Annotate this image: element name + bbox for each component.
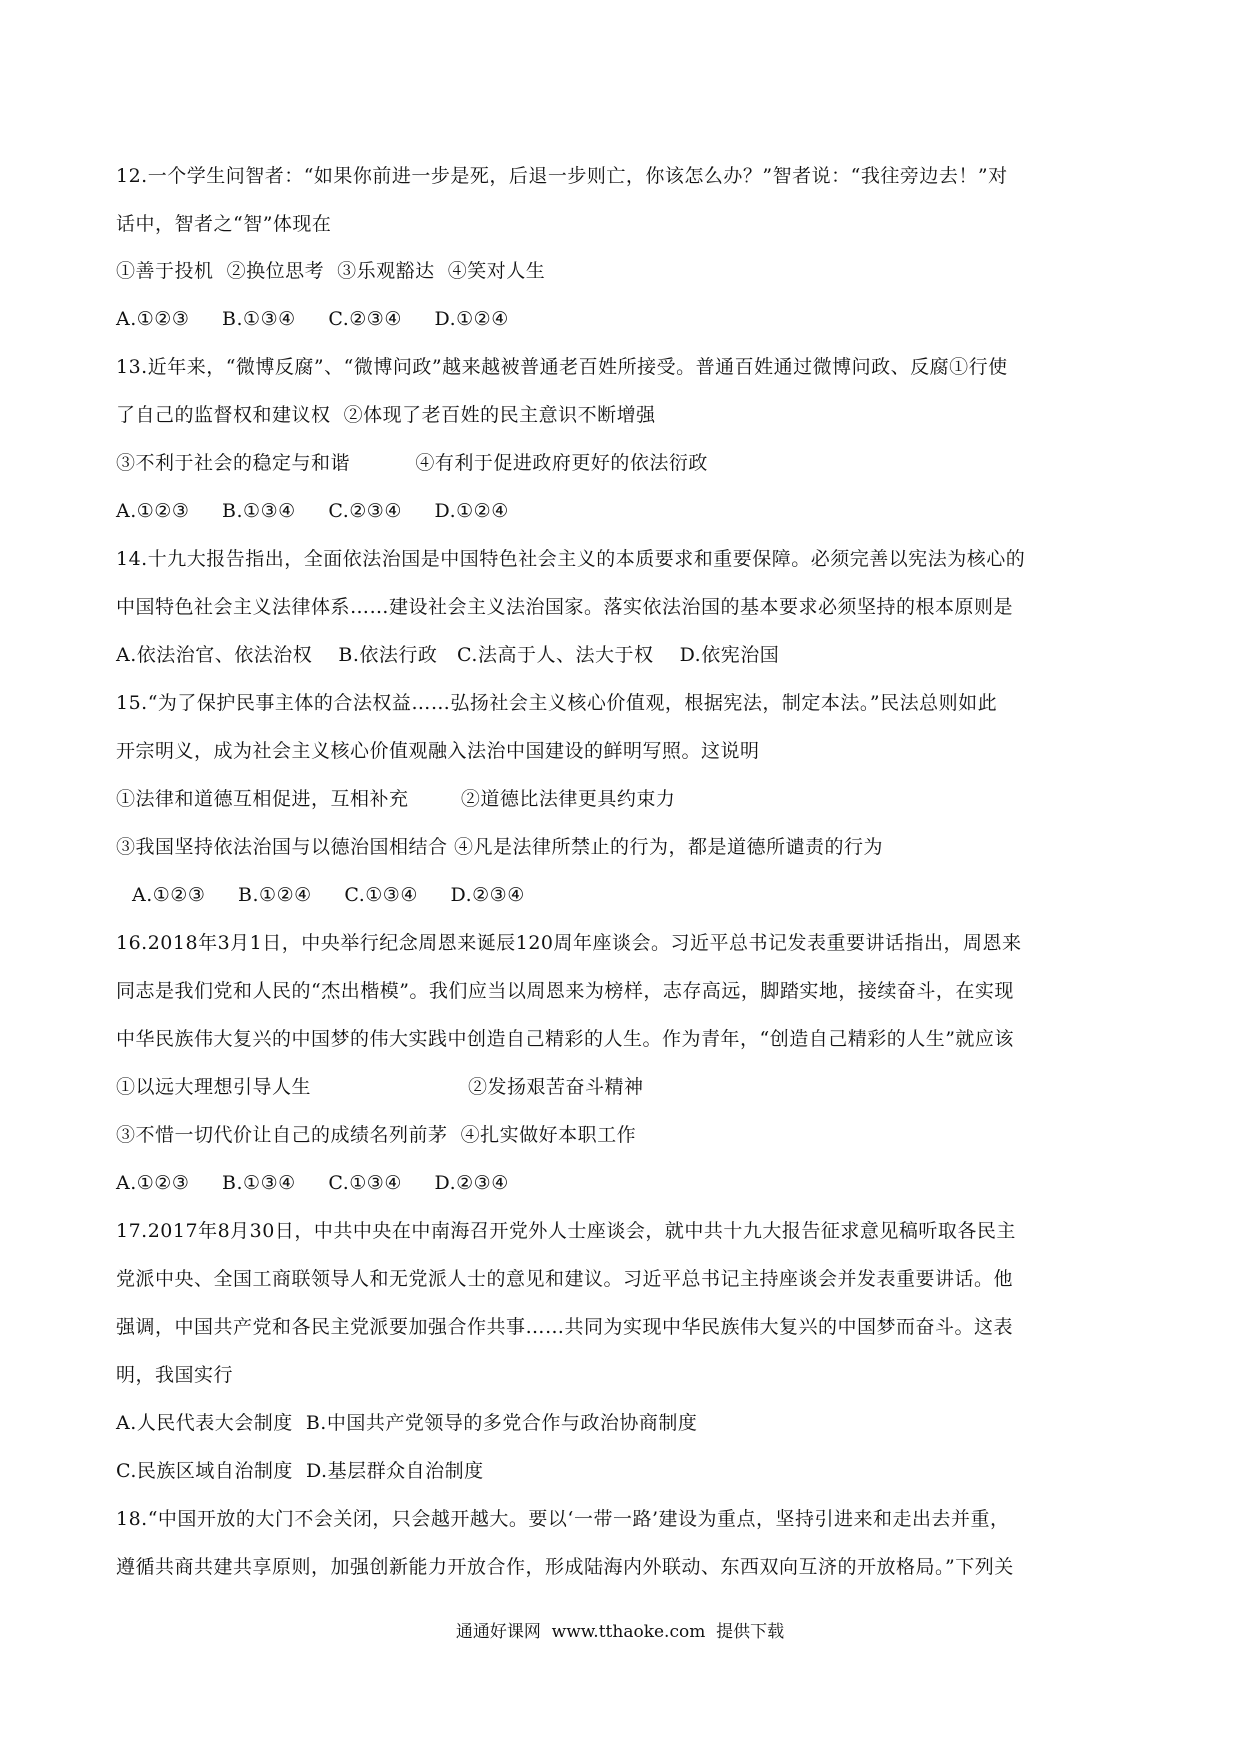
q13-statements: ③不利于社会的稳定与和谐 ④有利于促进政府更好的依法衍政 bbox=[116, 452, 708, 474]
q12-stem-line-2: 话中，智者之“智”体现在 bbox=[116, 213, 332, 235]
q13-options: A.①②③ B.①③④ C.②③④ D.①②④ bbox=[116, 500, 509, 522]
q15-stem-line-1: 15.“为了保护民事主体的合法权益……弘扬社会主义核心价值观，根据宪法，制定本法。”民法总则如此 bbox=[116, 692, 998, 714]
q16-options: A.①②③ B.①③④ C.①③④ D.②③④ bbox=[116, 1172, 509, 1194]
q17-stem-line-1: 17.2017年8月30日，中共中央在中南海召开党外人士座谈会，就中共十九大报告征求意见稿听取各民主 bbox=[116, 1220, 1016, 1242]
q14-stem-line-1: 14.十九大报告指出，全面依法治国是中国特色社会主义的本质要求和重要保障。必须完善以宪法为核心的 bbox=[116, 548, 1026, 570]
q12-options: A.①②③ B.①③④ C.②③④ D.①②④ bbox=[116, 308, 509, 330]
q15-statements-1: ①法律和道德互相促进，互相补充 ②道德比法律更具约束力 bbox=[116, 788, 676, 810]
q14-stem-line-2: 中国特色社会主义法律体系……建设社会主义法治国家。落实依法治国的基本要求必须坚持的根本原则是 bbox=[116, 596, 1014, 618]
q18-stem-line-2: 遵循共商共建共享原则，加强创新能力开放合作，形成陆海内外联动、东西双向互济的开放格局。”下列关 bbox=[116, 1556, 1014, 1578]
q17-stem-line-4: 明，我国实行 bbox=[116, 1364, 234, 1386]
q15-options: A.①②③ B.①②④ C.①③④ D.②③④ bbox=[132, 884, 525, 906]
q15-stem-line-2: 开宗明义，成为社会主义核心价值观融入法治中国建设的鲜明写照。这说明 bbox=[116, 740, 760, 762]
q18-stem-line-1: 18.“中国开放的大门不会关闭，只会越开越大。要以‘一带一路’建设为重点，坚持引进来和走出去并重， bbox=[116, 1508, 1010, 1530]
q17-options-2: C.民族区域自治制度 D.基层群众自治制度 bbox=[116, 1460, 484, 1482]
q16-stem-line-1: 16.2018年3月1日，中央举行纪念周恩来诞辰120周年座谈会。习近平总书记发表重要讲话指出，周恩来 bbox=[116, 932, 1022, 954]
q16-statements-1: ①以远大理想引导人生 ②发扬艰苦奋斗精神 bbox=[116, 1076, 644, 1098]
q12-stem-line-1: 12.一个学生问智者：“如果你前进一步是死，后退一步则亡，你该怎么办？”智者说：“我往旁边去！”对 bbox=[116, 165, 1008, 187]
q17-stem-line-2: 党派中央、全国工商联领导人和无党派人士的意见和建议。习近平总书记主持座谈会并发表重要讲话。他 bbox=[116, 1268, 1014, 1290]
q15-statements-2: ③我国坚持依法治国与以德治国相结合 ④凡是法律所禁止的行为，都是道德所谴责的行为 bbox=[116, 836, 884, 858]
q14-options: A.依法治官、依法治权 B.依法行政 C.法高于人、法大于权 D.依宪治国 bbox=[116, 644, 780, 666]
q13-stem-line-2: 了自己的监督权和建议权 ②体现了老百姓的民主意识不断增强 bbox=[116, 404, 656, 426]
q17-stem-line-3: 强调，中国共产党和各民主党派要加强合作共事……共同为实现中华民族伟大复兴的中国梦而奋斗。这表 bbox=[116, 1316, 1014, 1338]
q16-stem-line-2: 同志是我们党和人民的“杰出楷模”。我们应当以周恩来为榜样，志存高远，脚踏实地，接续奋斗，在实现 bbox=[116, 980, 1014, 1002]
page-footer: 通通好课网 www.tthaoke.com 提供下载 bbox=[455, 1622, 785, 1642]
q17-options-1: A.人民代表大会制度 B.中国共产党领导的多党合作与政治协商制度 bbox=[116, 1412, 698, 1434]
q13-stem-line-1: 13.近年来，“微博反腐”、“微博问政”越来越被普通老百姓所接受。普通百姓通过微博问政、反腐①行使 bbox=[116, 356, 1008, 378]
q16-stem-line-3: 中华民族伟大复兴的中国梦的伟大实践中创造自己精彩的人生。作为青年，“创造自己精彩的人生”就应该 bbox=[116, 1028, 1014, 1050]
q16-statements-2: ③不惜一切代价让自己的成绩名列前茅 ④扎实做好本职工作 bbox=[116, 1124, 637, 1146]
q12-statements: ①善于投机 ②换位思考 ③乐观豁达 ④笑对人生 bbox=[116, 260, 546, 282]
